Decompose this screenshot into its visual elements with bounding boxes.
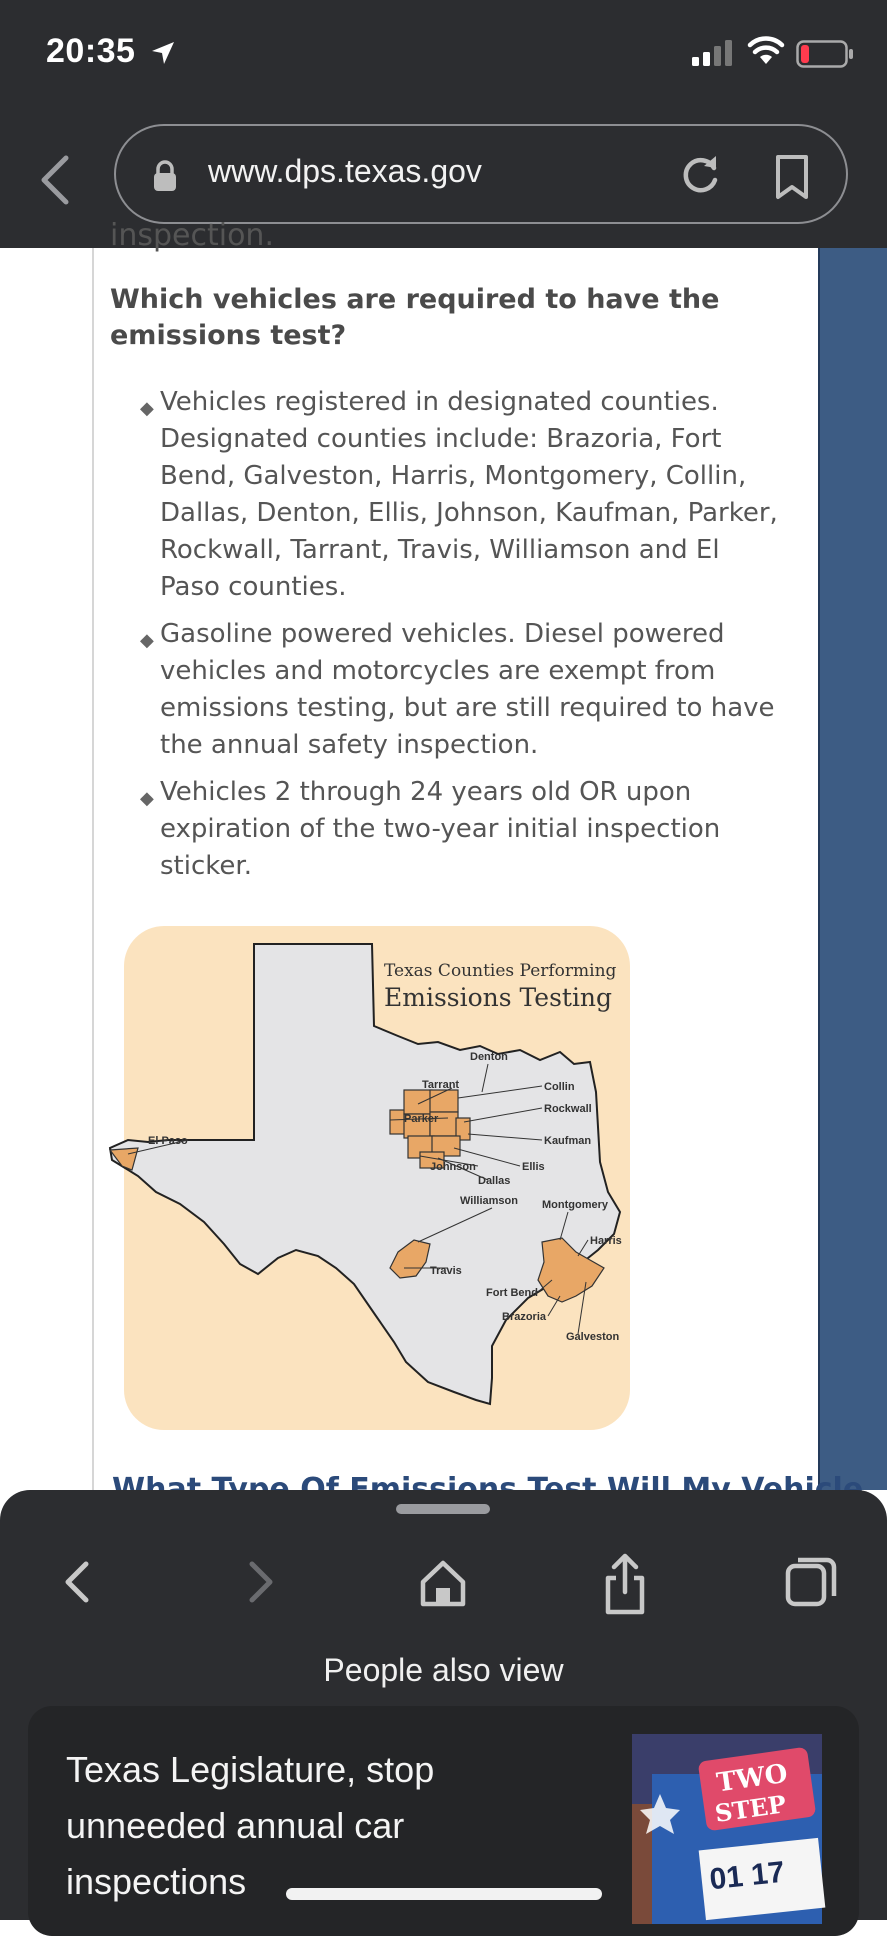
- label-harris: Harris: [590, 1235, 622, 1247]
- section-heading: Which vehicles are required to have the emissions test?: [110, 284, 720, 351]
- label-ellis: Ellis: [522, 1161, 545, 1173]
- browser-back-chevron-icon[interactable]: [36, 152, 76, 208]
- related-article-card[interactable]: [28, 1706, 859, 1936]
- label-dallas: Dallas: [478, 1175, 511, 1187]
- label-travis: Travis: [430, 1265, 462, 1277]
- label-williamson: Williamson: [460, 1195, 518, 1207]
- label-denton: Denton: [470, 1051, 508, 1063]
- sheet-grabber-handle[interactable]: [396, 1504, 490, 1514]
- wifi-icon: [748, 36, 784, 66]
- tabs-icon[interactable]: [784, 1552, 838, 1612]
- bookmark-icon[interactable]: [772, 154, 812, 200]
- map-title-line2: Emissions Testing: [384, 983, 613, 1012]
- list-item: ◆ Vehicles registered in designated counties. Designated counties include: Brazoria, Fort Bend, Galveston, Harris, Montgomery, Collin, Dallas, Denton, Ellis, Johnson, Kaufman, Parker, Rockwall, Tarrant, Travis, Williamson and El Paso counties.: [140, 387, 778, 602]
- bullet-icon: ◆: [140, 630, 154, 651]
- thumb-text-two: TWO: [714, 1758, 790, 1799]
- clipped-previous-text: inspection.: [110, 218, 274, 253]
- inspection-sticker-image: [632, 1734, 822, 1924]
- label-fort-bend: Fort Bend: [486, 1287, 538, 1299]
- label-el-paso: El Paso: [148, 1135, 188, 1147]
- browser-bottom-sheet: [0, 1490, 887, 1920]
- battery-low-icon: [796, 40, 854, 68]
- bullet-icon: ◆: [140, 788, 154, 809]
- label-galveston: Galveston: [566, 1331, 620, 1343]
- content-left-border: [92, 248, 94, 1490]
- lock-icon: [152, 160, 178, 192]
- label-parker: Parker: [404, 1113, 439, 1125]
- url-text: www.dps.texas.gov: [208, 153, 482, 189]
- web-page-content: [0, 218, 887, 1490]
- thumb-text-date: 01 17: [708, 1855, 787, 1897]
- status-time: 20:35: [46, 32, 136, 70]
- page-sidebar-strip: [820, 248, 887, 1490]
- label-kaufman: Kaufman: [544, 1135, 592, 1147]
- status-bar: [0, 0, 887, 112]
- related-article-title[interactable]: Texas Legislature, stop unneeded annual car inspections: [66, 1749, 435, 1902]
- label-johnson: Johnson: [430, 1161, 476, 1173]
- share-icon[interactable]: [602, 1552, 648, 1616]
- label-brazoria: Brazoria: [502, 1311, 547, 1323]
- reload-icon[interactable]: [678, 152, 724, 198]
- nav-back-icon[interactable]: [58, 1552, 98, 1612]
- thumb-text-step: STEP: [712, 1789, 788, 1828]
- label-tarrant: Tarrant: [422, 1079, 460, 1091]
- location-arrow-icon: [150, 40, 176, 66]
- related-article-thumbnail[interactable]: [632, 1734, 822, 1924]
- browser-nav-bar: [0, 1552, 887, 1632]
- requirements-list: [140, 384, 780, 895]
- people-also-view-title: People also view: [323, 1652, 564, 1688]
- address-bar[interactable]: [114, 124, 848, 224]
- home-icon[interactable]: [418, 1552, 468, 1612]
- label-montgomery: Montgomery: [542, 1199, 608, 1211]
- home-indicator: [286, 1888, 602, 1900]
- label-collin: Collin: [544, 1081, 575, 1093]
- list-item: ◆ Vehicles 2 through 24 years old OR upon expiration of the two-year initial inspection sticker.: [140, 777, 721, 881]
- texas-emissions-map: [108, 922, 648, 1442]
- list-item: ◆ Gasoline powered vehicles. Diesel powered vehicles and motorcycles are exempt from emissions testing, but are still required to have the annual safety inspection.: [140, 619, 775, 760]
- nav-forward-icon[interactable]: [240, 1552, 280, 1612]
- bullet-icon: ◆: [140, 398, 154, 419]
- cellular-signal-icon: [692, 40, 736, 66]
- label-rockwall: Rockwall: [544, 1103, 592, 1115]
- map-title-line1: Texas Counties Performing: [384, 961, 617, 981]
